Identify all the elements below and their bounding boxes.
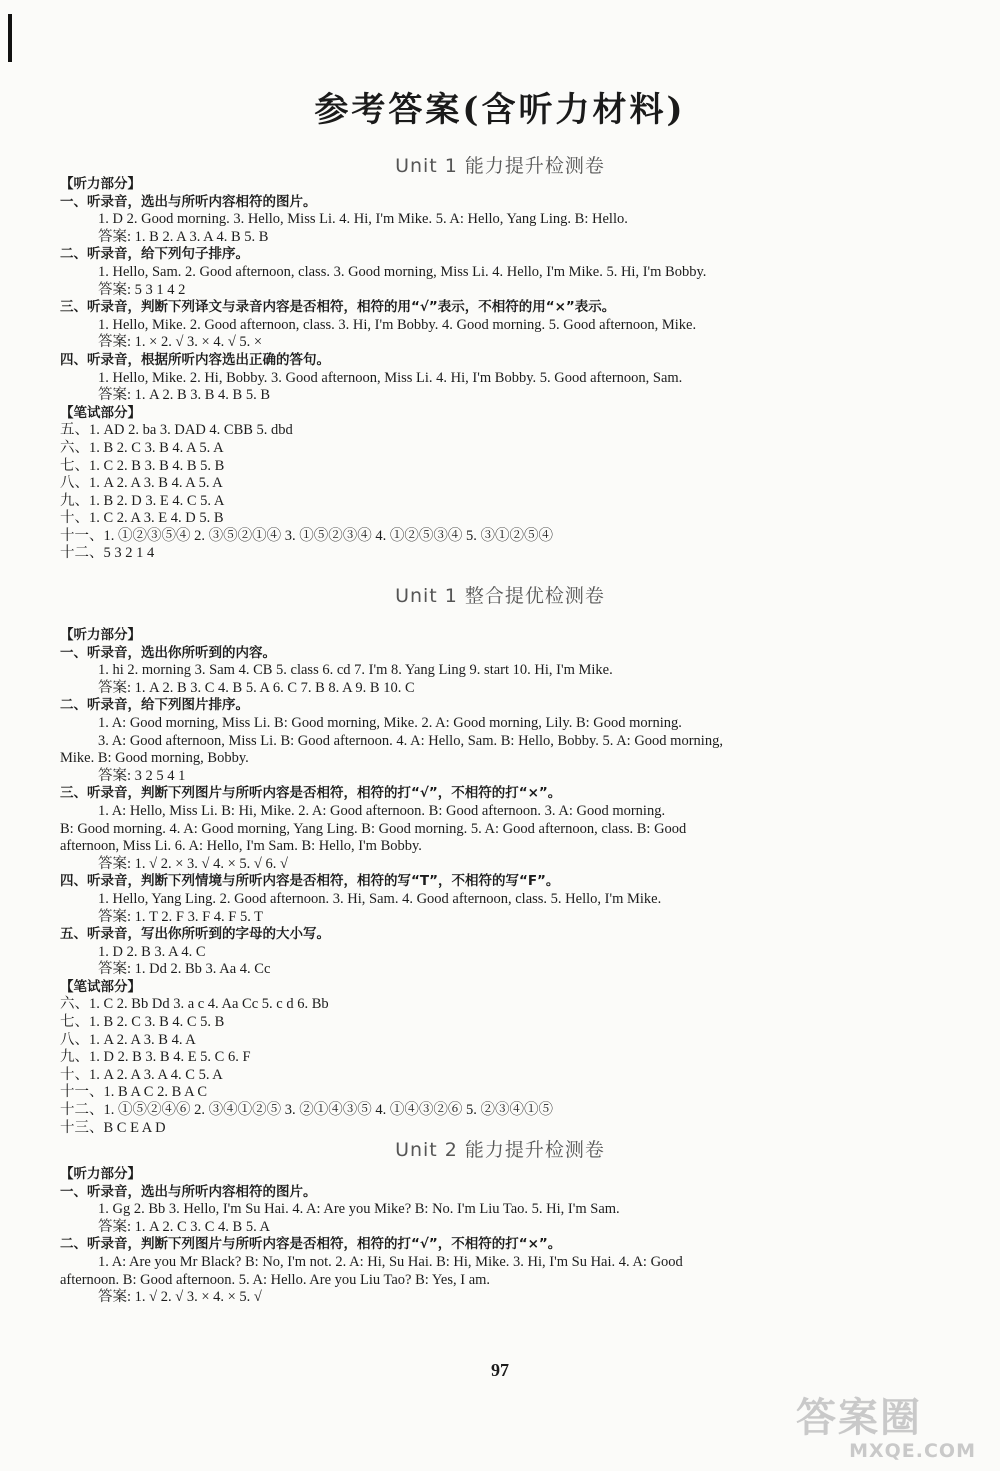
unit-heading: Unit 1 能力提升检测卷 xyxy=(395,155,605,177)
watermark-site: MXQE.COM xyxy=(849,1440,976,1462)
transcript-line: 1. D 2. B 3. A 4. C xyxy=(98,943,206,960)
answer-section xyxy=(60,176,940,563)
transcript-line: 1. Hello, Sam. 2. Good afternoon, class. 3. Good morning, Miss Li. 4. Hello, I'm Mike. 5. Hi, I'm Bobby. xyxy=(98,263,707,280)
question-heading: 二、听录音，给下列图片排序。 xyxy=(60,697,249,714)
question-heading: 二、听录音，判断下列图片与所听内容是否相符，相符的打“√”，不相符的打“×”。 xyxy=(60,1236,562,1253)
transcript-line: 1. Gg 2. Bb 3. Hello, I'm Su Hai. 4. A: Are you Mike? B: No. I'm Liu Tao. 5. Hi, I'm Sam. xyxy=(98,1201,620,1218)
transcript-line: 十三、B C E A D xyxy=(60,1119,166,1136)
transcript-line: 七、1. C 2. B 3. B 4. B 5. B xyxy=(60,457,225,474)
transcript-line: 九、1. D 2. B 3. B 4. E 5. C 6. F xyxy=(60,1049,251,1066)
question-heading: 一、听录音，选出与所听内容相符的图片。 xyxy=(60,1183,317,1200)
page-title: 参考答案(含听力材料) xyxy=(314,90,686,130)
answer-line: 答案: 1. × 2. √ 3. × 4. √ 5. × xyxy=(98,334,263,351)
answer-line: 答案: 1. Dd 2. Bb 3. Aa 4. Cc xyxy=(98,961,271,978)
transcript-line: afternoon, Miss Li. 6. A: Hello, I'm Sam. B: Hello, I'm Bobby. xyxy=(60,838,422,855)
transcript-line: 1. hi 2. morning 3. Sam 4. CB 5. class 6. cd 7. I'm 8. Yang Ling 9. start 10. Hi, I'm Mike. xyxy=(98,662,613,679)
transcript-line: 六、1. C 2. Bb Dd 3. a c 4. Aa Cc 5. c d 6. Bb xyxy=(60,996,329,1013)
question-heading: 【笔试部分】 xyxy=(60,404,141,421)
question-heading: 三、听录音，判断下列图片与所听内容是否相符，相符的打“√”，不相符的打“×”。 xyxy=(60,785,562,802)
transcript-line: 十一、1. B A C 2. B A C xyxy=(60,1084,208,1101)
transcript-line: 十二、1. ①⑤②④⑥ 2. ③④①②⑤ 3. ②①④③⑤ 4. ①④③②⑥ 5. ②③④①⑤ xyxy=(60,1102,553,1119)
question-heading: 【笔试部分】 xyxy=(60,978,141,995)
transcript-line: 八、1. A 2. A 3. B 4. A xyxy=(60,1031,196,1048)
answer-section xyxy=(60,627,940,1137)
answer-line: 答案: 1. A 2. B 3. B 4. B 5. B xyxy=(98,387,271,404)
question-heading: 【听力部分】 xyxy=(60,627,141,643)
transcript-line: 五、1. AD 2. ba 3. DAD 4. CBB 5. dbd xyxy=(60,422,293,439)
transcript-line: 1. Hello, Mike. 2. Hi, Bobby. 3. Good afternoon, Miss Li. 4. Hi, I'm Bobby. 5. Good afternoon, Sam. xyxy=(98,369,683,386)
answer-line: 答案: 3 2 5 4 1 xyxy=(98,767,186,784)
unit-heading: Unit 1 整合提优检测卷 xyxy=(395,585,605,607)
transcript-line: 七、1. B 2. C 3. B 4. C 5. B xyxy=(60,1014,225,1031)
answer-line: 答案: 5 3 1 4 2 xyxy=(98,281,186,298)
transcript-line: B: Good morning. 4. A: Good morning, Yang Ling. B: Good morning. 5. A: Good afternoon, class. B: Good xyxy=(60,820,687,837)
answer-section xyxy=(60,1166,940,1307)
question-heading: 【听力部分】 xyxy=(60,1166,141,1182)
answer-line: 答案: 1. A 2. C 3. C 4. B 5. A xyxy=(98,1218,271,1235)
question-heading: 【听力部分】 xyxy=(60,176,141,192)
page-number: 97 xyxy=(491,1360,509,1380)
question-heading: 二、听录音，给下列句子排序。 xyxy=(60,246,249,263)
transcript-line: 1. D 2. Good morning. 3. Hello, Miss Li. 4. Hi, I'm Mike. 5. A: Hello, Yang Ling. B: Hello. xyxy=(98,211,628,228)
question-heading: 三、听录音，判断下列译文与录音内容是否相符，相符的用“√”表示，不相符的用“×”表示。 xyxy=(60,299,616,316)
transcript-line: 1. A: Hello, Miss Li. B: Hi, Mike. 2. A: Good afternoon. B: Good afternoon. 3. A: Good morning. xyxy=(98,802,666,819)
answer-line: 答案: 1. T 2. F 3. F 4. F 5. T xyxy=(98,908,264,925)
question-heading: 四、听录音，判断下列情境与所听内容是否相符，相符的写“T”，不相符的写“F”。 xyxy=(60,873,560,890)
watermark-logo xyxy=(796,1396,986,1464)
transcript-line: Mike. B: Good morning, Bobby. xyxy=(60,750,249,767)
transcript-line: 3. A: Good afternoon, Miss Li. B: Good afternoon. 4. A: Hello, Sam. B: Hello, Bobby. 5. A: Good morning, xyxy=(98,732,723,749)
transcript-line: 1. A: Good morning, Miss Li. B: Good morning, Mike. 2. A: Good morning, Lily. B: Good morning. xyxy=(98,714,682,731)
answer-line: 答案: 1. √ 2. √ 3. × 4. × 5. √ xyxy=(98,1289,262,1306)
transcript-line: afternoon. B: Good afternoon. 5. A: Hello. Are you Liu Tao? B: Yes, I am. xyxy=(60,1271,491,1288)
question-heading: 一、听录音，选出你所听到的内容。 xyxy=(60,644,276,661)
question-heading: 四、听录音，根据所听内容选出正确的答句。 xyxy=(60,351,330,368)
answer-line: 答案: 1. B 2. A 3. A 4. B 5. B xyxy=(98,228,269,245)
transcript-line: 八、1. A 2. A 3. B 4. A 5. A xyxy=(60,475,223,492)
transcript-line: 九、1. B 2. D 3. E 4. C 5. A xyxy=(60,492,225,509)
unit-heading: Unit 2 能力提升检测卷 xyxy=(395,1139,605,1161)
transcript-line: 十、1. A 2. A 3. A 4. C 5. A xyxy=(60,1066,223,1083)
watermark-brand: 答案圈 xyxy=(796,1395,922,1441)
transcript-line: 十、1. C 2. A 3. E 4. D 5. B xyxy=(60,510,224,527)
question-heading: 一、听录音，选出与所听内容相符的图片。 xyxy=(60,193,317,210)
transcript-line: 十一、1. ①②③⑤④ 2. ③⑤②①④ 3. ①⑤②③④ 4. ①②⑤③④ 5. ③①②⑤④ xyxy=(60,527,553,544)
question-heading: 五、听录音，写出你所听到的字母的大小写。 xyxy=(60,926,330,943)
transcript-line: 1. A: Are you Mr Black? B: No, I'm not. 2. A: Hi, Su Hai. B: Hi, Mike. 3. Hi, I'm Su Hai. 4. A: Good xyxy=(98,1253,683,1270)
transcript-line: 十二、5 3 2 1 4 xyxy=(60,545,155,562)
binder-mark xyxy=(8,14,12,62)
transcript-line: 六、1. B 2. C 3. B 4. A 5. A xyxy=(60,439,224,456)
answer-line: 答案: 1. √ 2. × 3. √ 4. × 5. √ 6. √ xyxy=(98,855,288,872)
answer-line: 答案: 1. A 2. B 3. C 4. B 5. A 6. C 7. B 8. A 9. B 10. C xyxy=(98,679,415,696)
transcript-line: 1. Hello, Mike. 2. Good afternoon, class. 3. Hi, I'm Bobby. 4. Good morning. 5. Good afternoon, Mike. xyxy=(98,316,697,333)
transcript-line: 1. Hello, Yang Ling. 2. Good afternoon. 3. Hi, Sam. 4. Good afternoon, class. 5. Hello, I'm Mike. xyxy=(98,890,662,907)
